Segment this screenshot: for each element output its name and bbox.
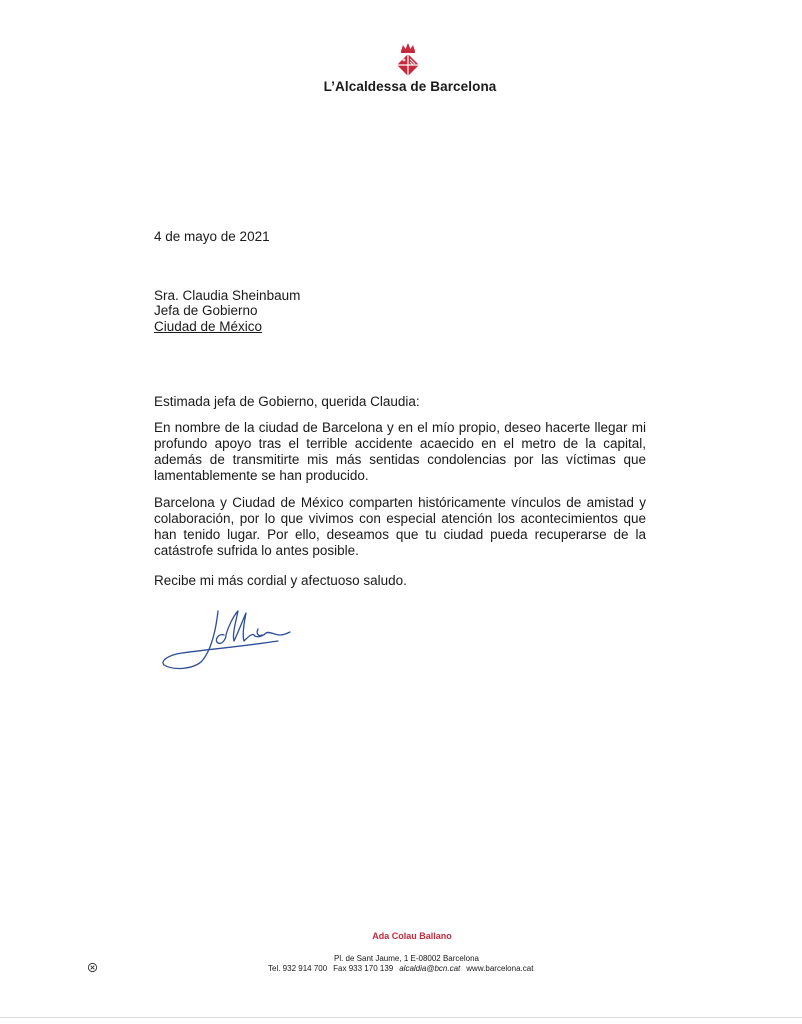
footer-contact <box>268 964 539 974</box>
footer-phone: Tel. 932 914 700 <box>268 964 328 973</box>
letter-date: 4 de mayo de 2021 <box>154 229 270 244</box>
body-paragraph: En nombre de la ciudad de Barcelona y en el mío propio, deseo hacerte llegar mi profundo apoyo tras el terrible accidente acaecido en el metro de la capital, además de transmitirte mis más sentidas condolencias por las víctimas que lamentablemente se han producido. <box>154 420 646 483</box>
recycle-icon <box>87 962 98 973</box>
bottom-rule <box>0 1017 802 1018</box>
recipient-position: Jefa de Gobierno <box>154 303 258 318</box>
sender-name: Ada Colau Ballano <box>372 931 452 941</box>
footer-address: Pl. de Sant Jaume, 1 E-08002 Barcelona <box>334 954 479 963</box>
footer-website[interactable]: www.barcelona.cat <box>466 964 534 973</box>
recipient-city: Ciudad de México <box>154 319 263 334</box>
letterhead-title: L’Alcaldessa de Barcelona <box>323 79 497 94</box>
recipient-name: Sra. Claudia Sheinbaum <box>154 288 301 303</box>
closing-line: Recibe mi más cordial y afectuoso saludo. <box>154 573 407 588</box>
greeting: Estimada jefa de Gobierno, querida Claudia: <box>154 394 420 409</box>
handwritten-signature <box>158 605 298 675</box>
barcelona-crest-icon <box>394 40 422 80</box>
footer-email[interactable]: alcaldia@bcn.cat <box>399 964 461 973</box>
body-paragraph: Barcelona y Ciudad de México comparten históricamente vínculos de amistad y colaboración, por lo que vivimos con especial atención los acontecimientos que han tenido lugar. Por ello, deseamos que tu ciudad pueda recuperarse de la catástrofe sufrida lo antes posible. <box>154 495 646 558</box>
footer-fax: Fax 933 170 139 <box>333 964 394 973</box>
